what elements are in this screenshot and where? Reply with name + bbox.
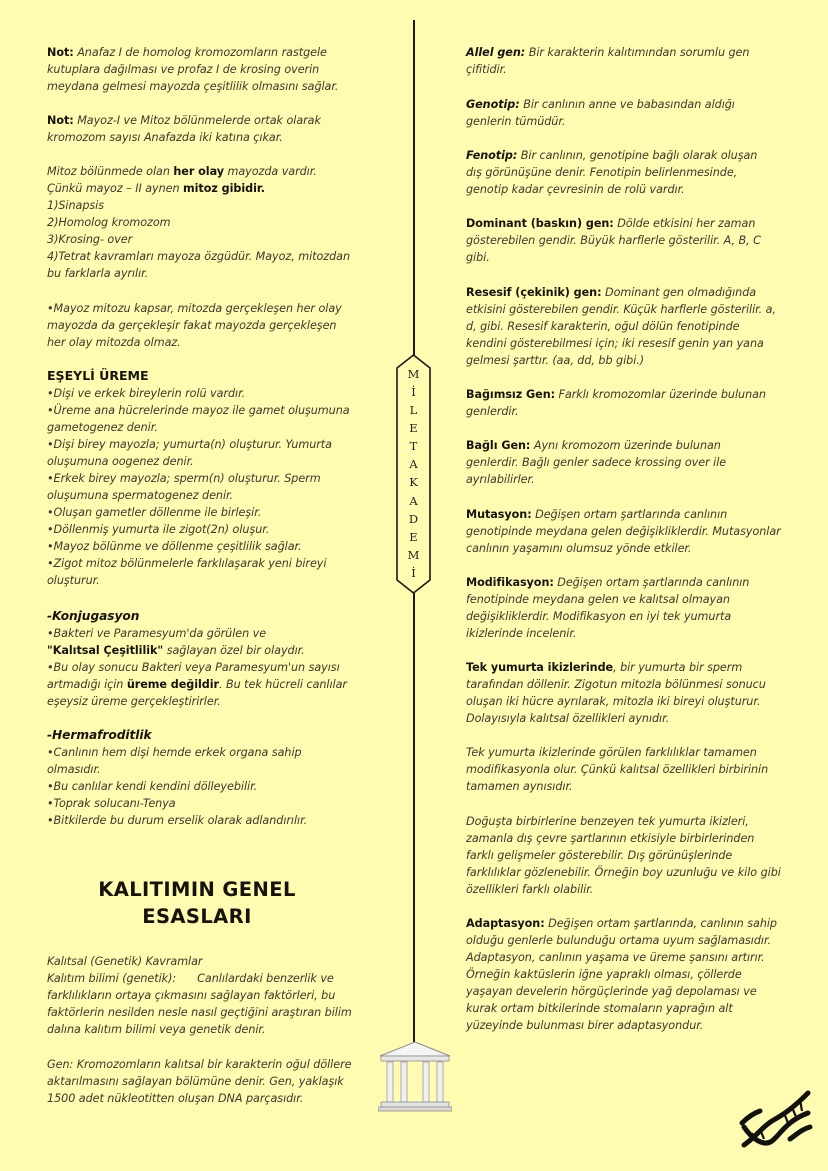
list-item: 3)Krosing- over (47, 233, 133, 246)
list-item: •Bu canlılar kendi kendini dölleyebilir. (47, 780, 258, 793)
list-item: 1)Sinapsis (47, 199, 105, 212)
badge-letter: İ (411, 385, 416, 400)
fenotip-definition (466, 147, 776, 198)
badge-letter: M (407, 547, 420, 562)
badge-letter: L (409, 403, 418, 418)
term-text: Bir canlının, genotipine bağlı olarak oluşan dış görünüşüne denir. Fenotipin belirlenmesinde, genotip kadar çevresinin de rolü vardır. (466, 149, 758, 196)
list-item: •Bu olay sonucu Bakteri veya Paramesyum'un sayısı artmadığı için üreme değildir. Bu tek hücreli canlılar eşeysiz üreme gerçekleştirirler. (47, 661, 347, 708)
term-label: Genotip: (466, 98, 520, 111)
list-item: •Dişi birey mayozla; yumurta(n) oluşturur. Yumurta oluşumuna oogenez denir. (47, 438, 332, 468)
mitoz-line-1: Mitoz bölünmede olan her olay mayozda vardır. (47, 165, 317, 178)
note-text: Mayoz-I ve Mitoz bölünmelerde ortak olarak kromozom sayısı Anafazda iki katına çıkar. (47, 114, 321, 144)
allel-definition (466, 44, 766, 78)
term-text: Dominant gen olmadığında etkisini gösterebilen gendir. Küçük harflerle gösterilir. a, d, gibi. Resesif karakterin, oğul dölün fenotipinde kendini gösterebilmesi için; iki resesif genin yan yana gelmesi şarttır. (aa, dd, bb gibi.) (466, 286, 776, 367)
gen-definition: Gen: Kromozomların kalıtsal bir karakterin oğul döllere aktarılmasını sağlayan bölümüne denir. Gen, yaklaşık 1500 adet nükleotitten oluşan DNA parçasıdır. (47, 1058, 352, 1105)
mitoz-section (47, 163, 367, 282)
list-item: •Bakteri ve Paramesyum'da görülen ve (47, 627, 267, 640)
list-item: •Mayoz bölünme ve döllenme çeşitlilik sağlar. (47, 540, 302, 553)
section-title: -Konjugasyon (47, 609, 140, 623)
term-text: Farklı kromozomlar üzerinde bulunan genlerdir. (466, 388, 766, 418)
note-label: Not: (47, 46, 74, 59)
adaptasyon-definition (466, 915, 788, 1034)
badge-letter: A (409, 493, 418, 508)
note-anafaz (47, 44, 369, 95)
bagli-definition (466, 437, 766, 488)
list-item: 4)Tetrat kavramları mayoza özgüdür. Mayoz, mitozdan bu farklarla ayrılır. (47, 250, 350, 280)
section-title: -Hermafroditlik (47, 728, 152, 742)
divider-line-top (413, 20, 415, 356)
mitoz-line-2: Çünkü mayoz – II aynen mitoz gibidir. (47, 182, 265, 195)
term-label: Dominant (baskın) gen: (466, 217, 614, 230)
list-item: •Üreme ana hücrelerinde mayoz ile gamet oluşumuna gametogenez denir. (47, 404, 350, 434)
hermafrodit-section (47, 726, 347, 829)
term-text: Değişen ortam şartlarında canlının fenotipinde meydana gelen ve kalıtsal olmayan değişikliklerdir. Modifikasyon en iyi tek yumurta ikizlerinde incelenir. (466, 576, 750, 640)
badge-letter: İ (411, 565, 416, 580)
list-item: •Oluşan gametler döllenme ile birleşir. (47, 506, 262, 519)
section-title: EŞEYLİ ÜREME (47, 368, 149, 383)
term-text: Değişen ortam şartlarında, canlının sahip olduğu genlerle bulunduğu ortama uyum sağlamasıdır. Adaptasyon, canlının yaşama ve üreme şansını artırır. Örneğin kaktüslerin iğne yapraklı olması, çöllerde yaşayan develerin hörgüçlerinde yağ depolaması ve kurak ortam bitkilerinde stomaların yaprağın alt yüzeyinde bulunması birer adaptasyondur. (466, 917, 777, 1032)
list-item: "Kalıtsal Çeşitlilik" sağlayan özel bir olaydır. (47, 644, 305, 657)
divider-line-bottom (413, 592, 415, 1042)
term-label: Modifikasyon: (466, 576, 554, 589)
list-item: •Dişi ve erkek bireylerin rolü vardır. (47, 387, 246, 400)
term-label: Bağımsız Gen: (466, 388, 556, 401)
dogusta-paragraph: Doğuşta birbirlerine benzeyen tek yumurta ikizleri, zamanla dış çevre şartlarının etkisiyle birbirlerinden farklı gelişmeler gösterebilir. Dış görünüşlerinde farklılıklar gözlenebilir. Örneğin boy uzunluğu ve kilo gibi özellikleri farklı olabilir. (466, 815, 781, 896)
term-label: Tek yumurta ikizlerinde (466, 661, 614, 674)
mayoz-note: •Mayoz mitozu kapsar, mitozda gerçekleşen her olay mayozda da gerçekleşir fakat mayozda gerçekleşen her olay mitozda olmaz. (47, 302, 342, 349)
badge-letter: M (407, 367, 420, 381)
term-text: Dölde etkisini her zaman gösterebilen gendir. Büyük harflerle gösterilir. A, B, C gibi. (466, 217, 761, 264)
genotip-definition (466, 96, 766, 130)
academy-name (396, 368, 431, 580)
eseyli-section (47, 367, 369, 589)
dna-icon (738, 1083, 814, 1155)
term-text: Aynı kromozom üzerinde bulunan genlerdir. Bağlı genler sadece krossing over ile ayrılabilirler. (466, 439, 727, 486)
note-text: Anafaz I de homolog kromozomların rastgele kutuplara dağılması ve profaz I de krosing overin meydana gelmesi mayozda çeşitlilik olmasını sağlar. (47, 46, 339, 93)
term-label: Mutasyon: (466, 508, 532, 521)
term-label: Resesif (çekinik) gen: (466, 286, 602, 299)
list-item: 2)Homolog kromozom (47, 216, 171, 229)
list-item: •Canlının hem dişi hemde erkek organa sahip olmasıdır. (47, 746, 302, 776)
list-item: •Toprak solucanı-Tenya (47, 797, 176, 810)
farkliliklar-paragraph: Tek yumurta ikizlerinde görülen farklılıklar tamamen modifikasyonla olur. Çünkü kalıtsal özellikleri birbirinin tamamen aynısıdır. (466, 746, 769, 793)
list-item: •Bitkilerde bu durum erselik olarak adlandırılır. (47, 814, 308, 827)
badge-letter: D (408, 511, 419, 526)
term-label: Fenotip: (466, 149, 518, 162)
bagimsiz-definition (466, 386, 782, 420)
badge-letter: K (409, 475, 418, 490)
modifikasyon-definition (466, 574, 776, 642)
list-item: •Döllenmiş yumurta ile zigot(2n) oluşur. (47, 523, 270, 536)
term-label: Adaptasyon: (466, 917, 545, 930)
note-mayoz (47, 112, 347, 146)
badge-letter: E (409, 529, 418, 544)
badge-letter: E (409, 421, 418, 436)
term-text: Bir canlının anne ve babasından aldığı genlerin tümüdür. (466, 98, 735, 128)
term-label: Allel gen: (466, 46, 526, 59)
kavramlar-heading: Kalıtsal (Genetik) Kavramlar (47, 955, 203, 968)
tek-yumurta-definition (466, 659, 782, 727)
note-label: Not: (47, 114, 74, 127)
badge-letter: T (409, 439, 418, 454)
kavramlar-section (47, 953, 369, 1038)
term-text: Değişen ortam şartlarında canlının genotipinde meydana gelen değişikliklerdir. Mutasyonlar canlının yaşamını olumsuz yönde etkiler. (466, 508, 781, 555)
badge-letter: A (409, 457, 418, 472)
list-item: •Zigot mitoz bölünmelerle farklılaşarak yeni bireyi oluşturur. (47, 557, 327, 587)
dominant-definition (466, 215, 776, 266)
list-item: •Erkek birey mayozla; sperm(n) oluşturur. Sperm oluşumuna spermatogenez denir. (47, 472, 321, 502)
mutasyon-definition (466, 506, 782, 557)
page-title: KALITIMIN GENEL ESASLARI (98, 878, 296, 928)
kavramlar-text: Kalıtım bilimi (genetik): Canlılardaki benzerlik ve farklılıkların ortaya çıkmasını sağlayan faktörleri, bu faktörlerin nesilden nesle nasıl geçtiğini araştıran bilim dalına kalıtım bilimi veya genetik denir. (47, 972, 356, 1036)
term-label: Bağlı Gen: (466, 439, 531, 452)
resesif-definition (466, 284, 782, 369)
temple-icon (378, 1040, 452, 1112)
term-text: , bir yumurta bir sperm tarafından döllenir. Zigotun mitozla bölünmesi sonucu oluşan iki hücre ayrılarak, mitozla iki bireyi oluşturur. Dolayısıyla kalıtsal özellikleri aynıdır. (466, 661, 766, 725)
konjugasyon-section (47, 607, 365, 710)
term-text: Bir karakterin kalıtımından sorumlu gen çifitidir. (466, 46, 750, 76)
